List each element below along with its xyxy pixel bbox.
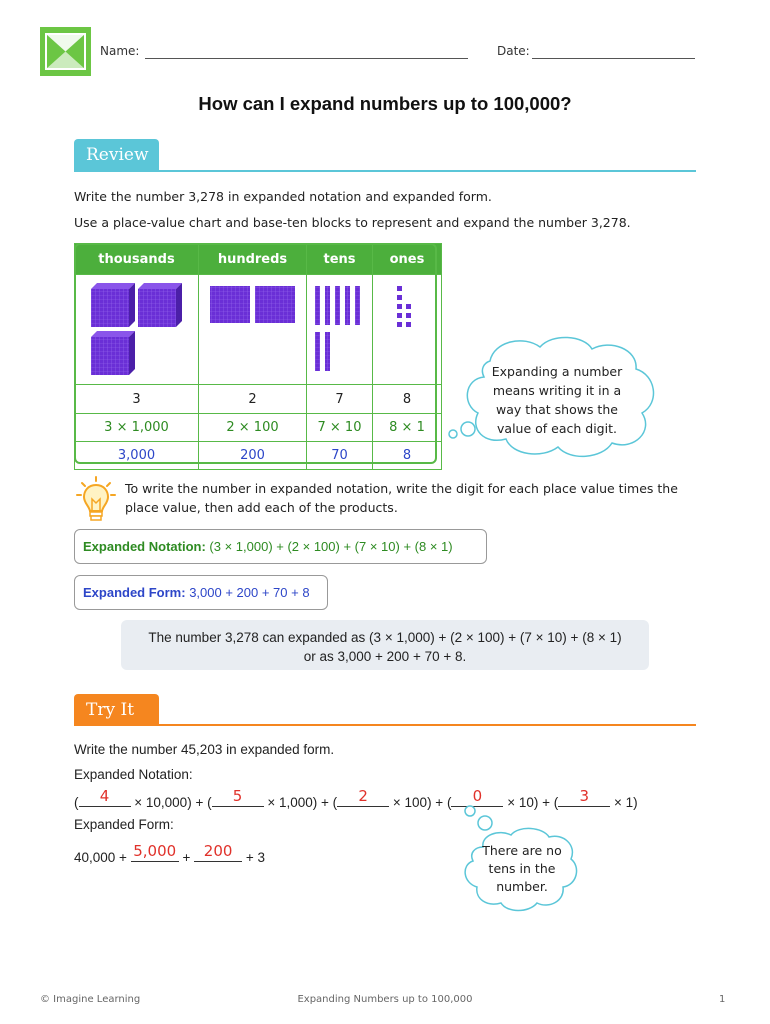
imagine-learning-logo	[40, 27, 91, 76]
product-thousands: 3 × 1,000	[75, 414, 199, 442]
page-title: How can I expand numbers up to 100,000?	[198, 93, 572, 114]
expanded-notation-value: (3 × 1,000) + (2 × 100) + (7 × 10) + (8 × 1)	[209, 539, 453, 554]
digit-hundreds: 2	[199, 385, 307, 414]
header-thousands: thousands	[75, 244, 199, 275]
expanded-form-label: Expanded Form:	[83, 585, 186, 600]
summary-line-2: or as 3,000 + 200 + 70 + 8.	[303, 649, 467, 664]
expanded-notation-label: Expanded Notation:	[83, 539, 206, 554]
cloud-expanding-text: Expanding a number means writing it in a way that shows the value of each digit.	[491, 364, 623, 436]
value-thousands: 3,000	[75, 442, 199, 470]
answer-blank-tens[interactable]: 0	[451, 792, 503, 807]
product-tens: 7 × 10	[307, 414, 373, 442]
date-field-line[interactable]	[532, 58, 695, 59]
name-label: Name:	[100, 44, 140, 58]
digit-thousands: 3	[75, 385, 199, 414]
review-divider	[74, 170, 696, 172]
try-form-label: Expanded Form:	[74, 817, 174, 832]
digit-ones: 8	[373, 385, 442, 414]
try-it-divider	[74, 724, 696, 726]
value-hundreds: 200	[199, 442, 307, 470]
answer-blank-ones[interactable]: 3	[558, 792, 610, 807]
review-tab: Review	[74, 139, 159, 171]
header-ones: ones	[373, 244, 442, 275]
place-value-chart	[74, 243, 442, 470]
unit-cubes-icon	[373, 275, 441, 380]
value-ones: 8	[373, 442, 442, 470]
lightbulb-icon	[74, 475, 118, 523]
date-label: Date:	[497, 44, 530, 58]
header-hundreds: hundreds	[199, 244, 307, 275]
answer-blank-form-hundreds[interactable]: 200	[194, 847, 242, 862]
answer-blank-form-thousands[interactable]: 5,000	[131, 847, 179, 862]
ten-rods-icon	[307, 275, 372, 380]
review-instruction-2: Use a place-value chart and base-ten blocks to represent and expand the number 3,278.	[74, 215, 631, 230]
hundreds-blocks	[199, 275, 307, 385]
try-notation-label: Expanded Notation:	[74, 767, 193, 782]
try-it-prompt: Write the number 45,203 in expanded form.	[74, 742, 335, 757]
value-tens: 70	[307, 442, 373, 470]
summary-box	[121, 620, 649, 670]
ones-blocks	[373, 275, 442, 385]
answer-blank-thousands[interactable]: 5	[212, 792, 264, 807]
thousands-blocks	[75, 275, 199, 385]
digit-tens: 7	[307, 385, 373, 414]
expanded-notation-box	[74, 529, 487, 564]
try-notation-row: ( 4 × 10,000) + ( 5 × 1,000) + ( 2 × 100) + ( 0 × 10) + ( 3 × 1)	[74, 787, 638, 810]
summary-line-1: The number 3,278 can expanded as (3 × 1,000) + (2 × 100) + (7 × 10) + (8 × 1)	[148, 630, 622, 645]
header-tens: tens	[307, 244, 373, 275]
expanded-form-value: 3,000 + 200 + 70 + 8	[189, 585, 310, 600]
footer-copyright: © Imagine Learning	[40, 994, 141, 1005]
try-it-tab: Try It	[74, 694, 159, 726]
tip-text: To write the number in expanded notation, write the digit for each place value times the place value, then add each of the products.	[125, 481, 678, 515]
page-number: 1	[719, 994, 726, 1005]
review-instruction-1: Write the number 3,278 in expanded notation and expanded form.	[74, 189, 492, 204]
tens-blocks	[307, 275, 373, 385]
expanded-form-box	[74, 575, 328, 610]
logo-mark-icon	[40, 27, 91, 76]
cloud-no-tens-text: There are no tens in the number.	[482, 843, 562, 894]
thousand-cubes-icon	[75, 275, 198, 380]
hundred-flats-icon	[199, 275, 306, 380]
answer-blank-hundreds[interactable]: 2	[337, 792, 389, 807]
try-form-row: 40,000 + 5,000 + 200 + 3	[74, 842, 266, 865]
name-field-line[interactable]	[145, 58, 468, 59]
footer-title: Expanding Numbers up to 100,000	[297, 994, 473, 1005]
product-hundreds: 2 × 100	[199, 414, 307, 442]
answer-blank-ten-thousands[interactable]: 4	[79, 792, 131, 807]
product-ones: 8 × 1	[373, 414, 442, 442]
